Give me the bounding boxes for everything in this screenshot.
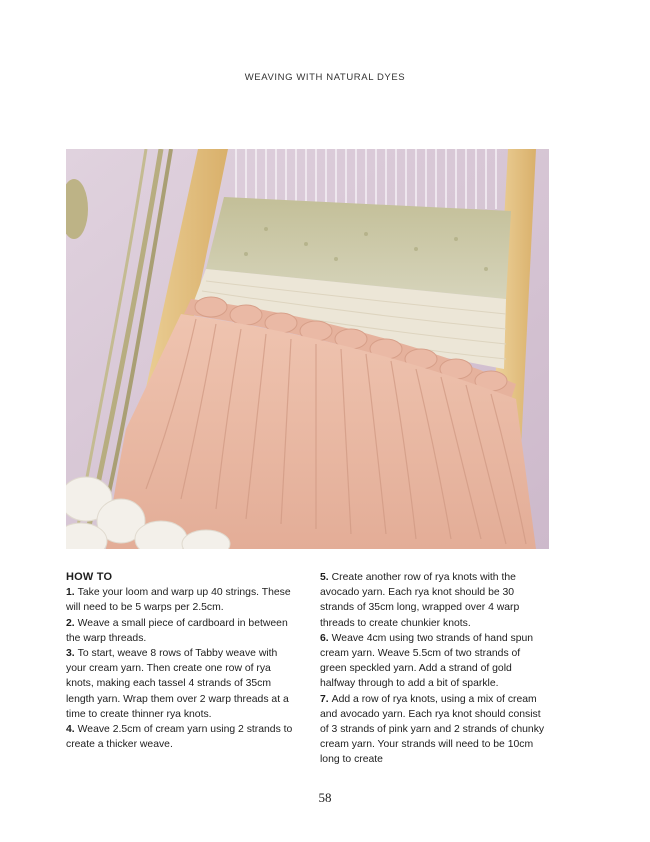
page-number: 58 [318, 790, 332, 805]
step [66, 722, 295, 752]
step-number: 4. [66, 724, 75, 736]
instructions-right-column [320, 570, 549, 768]
step-number: 5. [320, 572, 329, 583]
instructions [66, 570, 549, 768]
step-text: Weave a small piece of cardboard in between the warp threads. [66, 617, 288, 644]
step-text: Create another row of rya knots with the avocado yarn. Each rya knot should be 30 strands of 35cm long, wrapped over 4 warp threads to create chunkier knots. [320, 572, 520, 629]
step-number: 2. [66, 617, 75, 629]
step-text: Add a row of rya knots, using a mix of cream and avocado yarn. Each rya knot should consist of 3 strands of pink yarn and 2 strands of chunky cream yarn. Your strands will need to be 10cm long to create [320, 693, 545, 766]
weaving-loom-photo [66, 149, 549, 549]
step-number: 7. [320, 693, 329, 705]
step [320, 631, 549, 692]
step-number: 3. [66, 648, 75, 660]
step [320, 570, 549, 631]
step-text: Weave 4cm using two strands of hand spun cream yarn. Weave 5.5cm of two strands of green speckled yarn. Add a strand of gold halfway through to add a bit of sparkle. [320, 632, 534, 690]
step [66, 616, 295, 646]
step-text: Weave 2.5cm of cream yarn using 2 strands to create a thicker weave. [66, 724, 293, 751]
step [66, 646, 295, 722]
step-text: To start, weave 8 rows of Tabby weave with your cream yarn. Then create one row of rya knots, making each tassel 4 strands of 35cm length yarn. Wrap them over 2 warp threads at a time to create thinner rya knots. [66, 648, 289, 720]
step [320, 692, 549, 768]
running-header: WEAVING WITH NATURAL DYES [244, 72, 406, 83]
step [66, 585, 295, 615]
how-to-heading: HOW TO [66, 571, 113, 583]
step-text: Take your loom and warp up 40 strings. These will need to be 5 warps per 2.5cm. [66, 587, 291, 614]
instructions-left-column [66, 570, 295, 768]
step-number: 1. [66, 587, 75, 599]
step-number: 6. [320, 632, 329, 644]
